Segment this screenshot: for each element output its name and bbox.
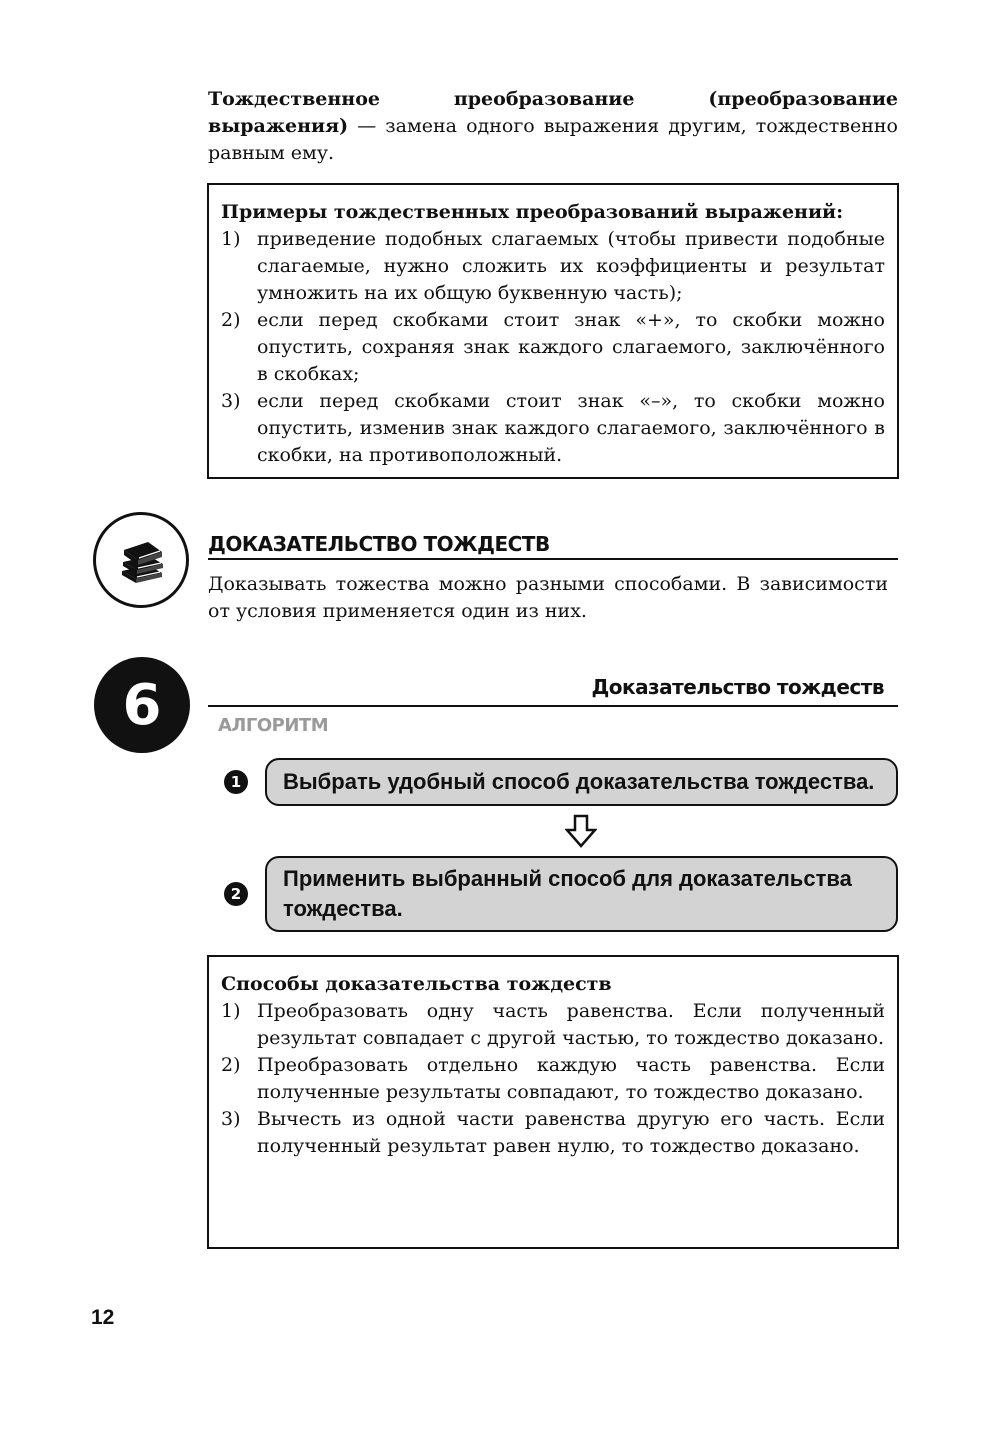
list-item xyxy=(221,1052,885,1106)
section-text: Доказывать тожества можно разными способами. В зависимости от условия применяется один из них. xyxy=(208,573,888,622)
algorithm-number-badge: 6 xyxy=(94,657,190,753)
definition-rest: — замена одного выражения другим, тождественно равным ему. xyxy=(208,115,898,164)
examples-list xyxy=(221,226,885,469)
list-item-number: 3) xyxy=(221,390,241,412)
algorithm-label: АЛГОРИТМ xyxy=(218,715,329,736)
list-item-number: 3) xyxy=(221,1108,241,1130)
step-number: 2 xyxy=(224,882,248,906)
list-item xyxy=(221,998,885,1052)
list-item-text: Преобразовать отдельно каждую часть равенства. Если полученные результаты совпадают, то тождество доказано. xyxy=(257,1054,885,1103)
list-item xyxy=(221,307,885,388)
books-icon xyxy=(93,512,189,608)
list-item-text: Преобразовать одну часть равенства. Если полученный результат совпадает с другой частью, то тождество доказано. xyxy=(257,1000,885,1049)
methods-title: Способы доказательства тождеств xyxy=(221,973,612,995)
section-title: ДОКАЗАТЕЛЬСТВО ТОЖДЕСТВ xyxy=(208,532,550,556)
list-item-number: 2) xyxy=(221,309,241,331)
step-number: 1 xyxy=(224,770,248,794)
methods-box xyxy=(207,955,899,1249)
algorithm-title: Доказательство тождеств xyxy=(591,675,884,699)
list-item-number: 1) xyxy=(221,1000,241,1022)
list-item xyxy=(221,1106,885,1160)
list-item-number: 1) xyxy=(221,228,241,250)
list-item-number: 2) xyxy=(221,1054,241,1076)
list-item xyxy=(221,226,885,307)
examples-box xyxy=(207,183,899,479)
methods-list xyxy=(221,998,885,1160)
algorithm-step xyxy=(265,856,898,932)
list-item-text: если перед скобками стоит знак «–», то скобки можно опустить, изменив знак каждого слагаемого, заключённого в скобки, на противоположный. xyxy=(257,390,885,466)
list-item-text: Вычесть из одной части равенства другую его часть. Если полученный результат равен нулю, то тождество доказано. xyxy=(257,1108,885,1157)
algorithm-header xyxy=(208,671,898,707)
page-number: 12 xyxy=(91,1306,115,1329)
list-item-text: если перед скобками стоит знак «+», то скобки можно опустить, сохраняя знак каждого слагаемого, заключённого в скобках; xyxy=(257,309,885,385)
step-text: Выбрать удобный способ доказательства тождества. xyxy=(283,769,875,794)
algorithm-step xyxy=(265,758,898,806)
definition-paragraph xyxy=(208,86,898,167)
examples-title: Примеры тождественных преобразований выражений: xyxy=(221,201,844,223)
arrow-down-icon xyxy=(565,814,597,848)
list-item-text: приведение подобных слагаемых (чтобы привести подобные слагаемые, нужно сложить их коэффициенты и результат умножить на их общую буквенную часть); xyxy=(257,228,885,304)
step-text: Применить выбранный способ для доказательства тождества. xyxy=(283,866,852,921)
list-item xyxy=(221,388,885,469)
definition-term: Тождественное преобразование (преобразование выражения) xyxy=(208,88,898,137)
section-header xyxy=(208,530,898,560)
